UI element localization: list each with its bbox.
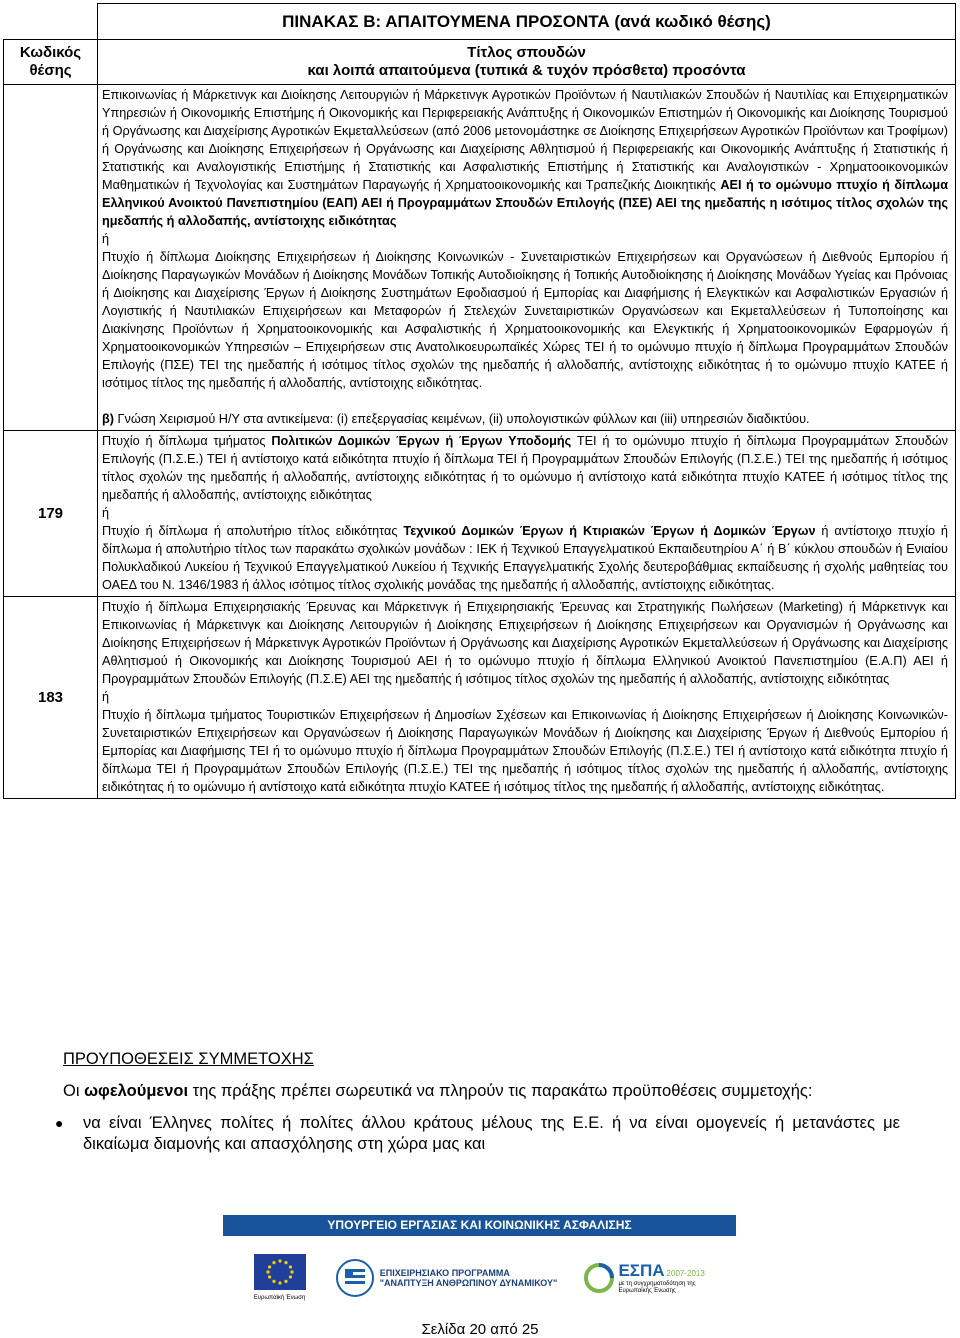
espa-logo — [584, 1261, 708, 1295]
page-number: Σελίδα 20 από 25 — [421, 1321, 539, 1338]
paragraph-bold-text: Πολιτικών Δομικών Έργων ή Έργων Υποδομής — [271, 434, 572, 448]
eu-caption: Ευρωπαϊκή Ένωση — [253, 1294, 306, 1301]
espa-years: 2007-2013 — [666, 1268, 705, 1278]
paragraph-text: ή αντίστοιχο πτυχίο ή δίπλωμα ή απολυτήριο τίτλος των παρακάτω σχολικών μονάδων : ΙΕΚ ή Τεχνικού Επαγγελματικού Εκπαιδευτηρίου Α΄ ή Β΄ κύκλου σπουδών ή Ενιαίου Πολυκλαδικού Λυκείου ή Τεχνικού Επαγγελματικού Λυκείου ή Τεχνικής Επαγγελματικής Σχολής δευτεροβάθμιας εκπαίδευσης ή σχολής μαθητείας του ΟΑΕΔ του Ν. 1346/1983 ή άλλος ισότιμος τίτλος σχολικής μονάδας της ημεδαπής ή αλλοδαπής, αντίστοιχης ειδικότητας. — [102, 524, 948, 592]
table-title: ΠΙΝΑΚΑΣ Β: ΑΠΑΙΤΟΥΜΕΝΑ ΠΡΟΣΟΝΤΑ (ανά κωδικό θέσης) — [98, 4, 956, 40]
table-row — [4, 431, 956, 597]
position-code: 183 — [4, 597, 98, 799]
separator-or: ή — [102, 232, 110, 246]
item-marker: β) — [102, 412, 114, 426]
description-cell-continued — [98, 85, 956, 431]
section-intro — [63, 1081, 900, 1102]
table-row — [4, 597, 956, 799]
programme-line2: "ΑΝΑΠΤΥΞΗ ΑΝΘΡΩΠΙΝΟΥ ΔΥΝΑΜΙΚΟΥ" — [379, 1277, 558, 1288]
position-code: 179 — [4, 431, 98, 597]
intro-text: Οι — [63, 1082, 85, 1100]
eu-logo — [251, 1254, 309, 1302]
bullet-icon: ● — [55, 1115, 64, 1131]
paragraph-text: ΤΕΙ ή το ομώνυμο πτυχίο ή δίπλωμα Προγραμμάτων Σπουδών Επιλογής (Π.Σ.Ε.) ΤΕΙ ή αντίστοιχο κατά ειδικότητα πτυχίο ή δίπλωμα ΤΕΙ ή Προγραμμάτων Σπουδών Επιλογής (Π.Σ.Ε.) ΤΕΙ της ημεδαπής ή ισότιμος τίτλος σχολών της ημεδαπής ή αλλοδαπής, αντίστοιχης ειδικότητας ή το ομώνυμο ή αντίστοιχο κατά ειδικότητα πτυχίο ΚΑΤΕΕ ή ισότιμος τίτλος της ημεδαπής ή αλλοδαπής, αντίστοιχης ειδικότητας — [102, 434, 949, 502]
table-row — [4, 85, 956, 431]
intro-text: της πράξης πρέπει σωρευτικά να πληρούν τις παρακάτω προϋποθέσεις συμμετοχής: — [188, 1082, 813, 1100]
paragraph-text: Επικοινωνίας ή Μάρκετινγκ και Διοίκησης Λειτουργιών ή Μάρκετινγκ Αγροτικών Προϊόντων ή Ναυτιλιακών Σπουδών ή Ναυτιλίας και Επιχειρηματικών Υπηρεσιών ή Οικονομικής Επιστήμης ή Οικονομικής και Περιφερειακής Ανάπτυξης ή Οικονομικών Επιστημών ή Οικονομικής και Διοίκησης Τουρισμού ή Οργάνωσης και Διαχείρισης Αγροτικών Εκμεταλλεύσεων (από 2006 μετονομάστηκε σε Διοίκησης Επιχειρήσεων Αγροτικών Προϊόντων και Τροφίμων) ή Οργάνωσης και Διοίκησης Επιχειρήσεων ή Οργάνωσης και Διαχείρισης Αθλητισμού ή Περιφερειακής και Οικονομικής Ανάπτυξης ή Στατιστικής ή Στατιστικής και Αναλογιστικής Επιστήμης ή Στατιστικής και Ασφαλιστικής Επιστήμης ή Στατιστικής και Αναλογιστικών - Χρηματοοικονομικών Μαθηματικών ή Τεχνολογίας και Συστημάτων Παραγωγής ή Χρηματοοικονομικής και Τραπεζικής Διοικητικής — [102, 88, 948, 192]
paragraph-text: Γνώση Χειρισμού Η/Υ στα αντικείμενα: (i) επεξεργασίας κειμένων, (ii) υπολογιστικών φύλλων και (iii) υπηρεσιών διαδικτύου. — [113, 412, 810, 426]
funding-banner — [223, 1215, 736, 1319]
programme-line1: ΕΠΙΧΕΙΡΗΣΙΑΚΟ ΠΡΟΓΡΑΜΜΑ — [379, 1267, 510, 1278]
participation-conditions — [55, 1049, 900, 1155]
list-item-text: να είναι Έλληνες πολίτες ή πολίτες άλλου κράτους μέλους της Ε.Ε. ή να είναι ομογενείς ή μετανάστες με δικαίωμα διαμονής και απασχόλησης στη χώρα μας και — [83, 1114, 900, 1153]
paragraph-bold-text: ΑΕΙ ή το ομώνυμο πτυχίο ή δίπλωμα Ελληνικού Ανοικτού Πανεπιστημίου (ΕΑΠ) ΑΕΙ ή Προγραμμάτων Σπουδών Επιλογής (ΠΣΕ) ΑΕΙ της ημεδαπής η ισότιμος τίτλος σχολών της ημεδαπής ή αλλοδαπής, αντίστοιχης ειδικότητας — [102, 178, 948, 228]
paragraph: Πτυχίο ή δίπλωμα Διοίκησης Επιχειρήσεων ή Διοίκησης Κοινωνικών - Συνεταιριστικών Επιχειρήσεων και Οργανώσεων ή Διεθνούς Εμπορίου ή Διοίκησης Παραγωγικών Μονάδων ή Διοίκησης Μονάδων Τοπικής Αυτοδιοίκησης ή Τοπικής Αυτοδιοίκησης ή Διοίκησης Μονάδων Υγείας και Πρόνοιας ή Διοίκησης και Διαχείρισης Έργων ή Διοίκησης Συστημάτων Εφοδιασμού ή Εμπορίας και Διαφήμισης ή Ελεγκτικών και Ασφαλιστικών Εργασιών ή Λογιστικής ή Ναυτιλιακών Επιχειρήσεων και Μεταφορών ή Στελεχών Συνεταιριστικών Οργανώσεων και Εκμεταλλεύσεων ή Τυποποίησης και Διακίνησης Προϊόντων ή Χρηματοοικονομικής και Ασφαλιστικής ή Χρηματοοικονομικής και Ελεγκτικής ή Χρηματοοικονομικών Εφαρμογών ή Χρηματοοικονομικών Υπηρεσιών – Επιχειρήσεων στις Ανατολικοευρωπαϊκές Χώρες ΤΕΙ ή το ομώνυμο πτυχίο ή δίπλωμα Προγραμμάτων Σπουδών Επιλογής (ΠΣΕ) ΤΕΙ της ημεδαπής ή ισότιμος τίτλος σχολών της ημεδαπής ή αλλοδαπής, αντίστοιχης ειδικότητας ή το ομώνυμο πτυχίο ΚΑΤΕΕ ή ισότιμος τίτλος της ημεδαπής ή αλλοδαπής, αντίστοιχης ειδικότητας. — [102, 250, 948, 390]
separator-or: ή — [102, 506, 110, 520]
greek-flag-icon — [336, 1259, 374, 1297]
intro-bold-text: ωφελούμενοι — [84, 1082, 189, 1100]
section-heading: ΠΡΟΥΠΟΘΕΣΕΙΣ ΣΥΜΜΕΤΟΧΗΣ — [63, 1050, 314, 1068]
espa-label: ΕΣΠΑ — [618, 1260, 665, 1280]
code-cell-continued — [4, 85, 98, 431]
description-cell — [98, 597, 956, 799]
paragraph-computer-skills — [102, 410, 948, 428]
espa-caption: με τη συγχρηματοδότηση της Ευρωπαϊκής Ένωσης — [618, 1280, 696, 1294]
paragraph — [102, 522, 948, 594]
column-header-code: Κωδικός θέσης — [4, 40, 98, 85]
separator-or: ή — [102, 690, 110, 704]
qualifications-table — [3, 3, 956, 799]
paragraph: Πτυχίο ή δίπλωμα Επιχειρησιακής Έρευνας και Μάρκετινγκ ή Επιχειρησιακής Έρευνας και Στρατηγικής Πωλήσεων (Marketing) ή Μάρκετινγκ και Επικοινωνίας ή Μάρκετινγκ και Διοίκησης Λειτουργιών ή Διοίκησης Επιχειρήσεων ή Διοίκησης Επιχειρήσεων και Οργανισμών ή Οργάνωσης και Διοίκησης Επιχειρήσεων ή Μάρκετινγκ Αγροτικών Προϊόντων ή Οργάνωσης και Διαχείρισης Αγροτικών Εκμεταλλεύσεων ή Οργάνωσης και Διαχείρισης Αθλητισμού ή Οικονομικής και Διοίκησης Τουρισμού ΑΕΙ ή το ομώνυμο πτυχίο ή δίπλωμα Ελληνικού Ανοικτού Πανεπιστημίου (Ε.Α.Π) ΑΕΙ ή Προγραμμάτων Σπουδών Επιλογής (Π.Σ.Ε) ΑΕΙ της ημεδαπής ή ισότιμος τίτλος σχολών της ημεδαπής ή αλλοδαπής, αντίστοιχης ειδικότητας — [102, 600, 948, 686]
eu-flag-icon — [254, 1254, 306, 1290]
ministry-title: ΥΠΟΥΡΓΕΙΟ ΕΡΓΑΣΙΑΣ ΚΑΙ ΚΟΙΝΩΝΙΚΗΣ ΑΣΦΑΛΙΣΗΣ — [223, 1215, 736, 1236]
list-item — [55, 1113, 900, 1155]
paragraph — [102, 86, 948, 230]
paragraph-text: Πτυχίο ή δίπλωμα τμήματος — [102, 434, 272, 448]
paragraph — [102, 432, 948, 504]
description-cell — [98, 431, 956, 597]
paragraph: Πτυχίο ή δίπλωμα τμήματος Τουριστικών Επιχειρήσεων ή Δημοσίων Σχέσεων και Επικοινωνίας ή Διοίκησης Επιχειρήσεων ή Διοίκησης Κοινωνικών-Συνεταιριστικών Επιχειρήσεων και Οργανώσεων ή Διοίκησης Παραγωγικών Μονάδων ή Διοίκησης και Διαχείρισης Έργων ή Διεθνούς Εμπορίου ή Εμπορίας και Διαφήμισης ΤΕΙ ή το ομώνυμο πτυχίο ή δίπλωμα Προγραμμάτων Σπουδών Επιλογής (Π.Σ.Ε.) ΤΕΙ ή αντίστοιχο κατά ειδικότητα πτυχίο ή δίπλωμα ΤΕΙ ή Προγραμμάτων Σπουδών Επιλογής (Π.Σ.Ε.) ΤΕΙ της ημεδαπής ή ισότιμος τίτλος σχολών της ημεδαπής ή αλλοδαπής, αντίστοιχης ειδικότητας ή το ομώνυμο ή αντίστοιχο κατά ειδικότητα πτυχίο ΚΑΤΕΕ ή ισότιμος τίτλος της ημεδαπής ή αλλοδαπής, αντίστοιχης ειδικότητας. — [102, 708, 948, 794]
column-header-description-line2: και λοιπά απαιτούμενα (τυπικά & τυχόν πρόσθετα) προσόντα — [307, 62, 746, 79]
programme-logo — [336, 1259, 558, 1297]
espa-swirl-icon — [584, 1263, 614, 1293]
column-header-description-line1: Τίτλος σπουδών — [467, 44, 586, 61]
column-header-description — [98, 40, 956, 85]
paragraph-text: Πτυχίο ή δίπλωμα ή απολυτήριο τίτλος ειδικότητας — [102, 524, 404, 538]
paragraph-bold-text: Τεχνικού Δομικών Έργων ή Κτιριακών Έργων ή Δομικών Έργων — [403, 524, 816, 538]
